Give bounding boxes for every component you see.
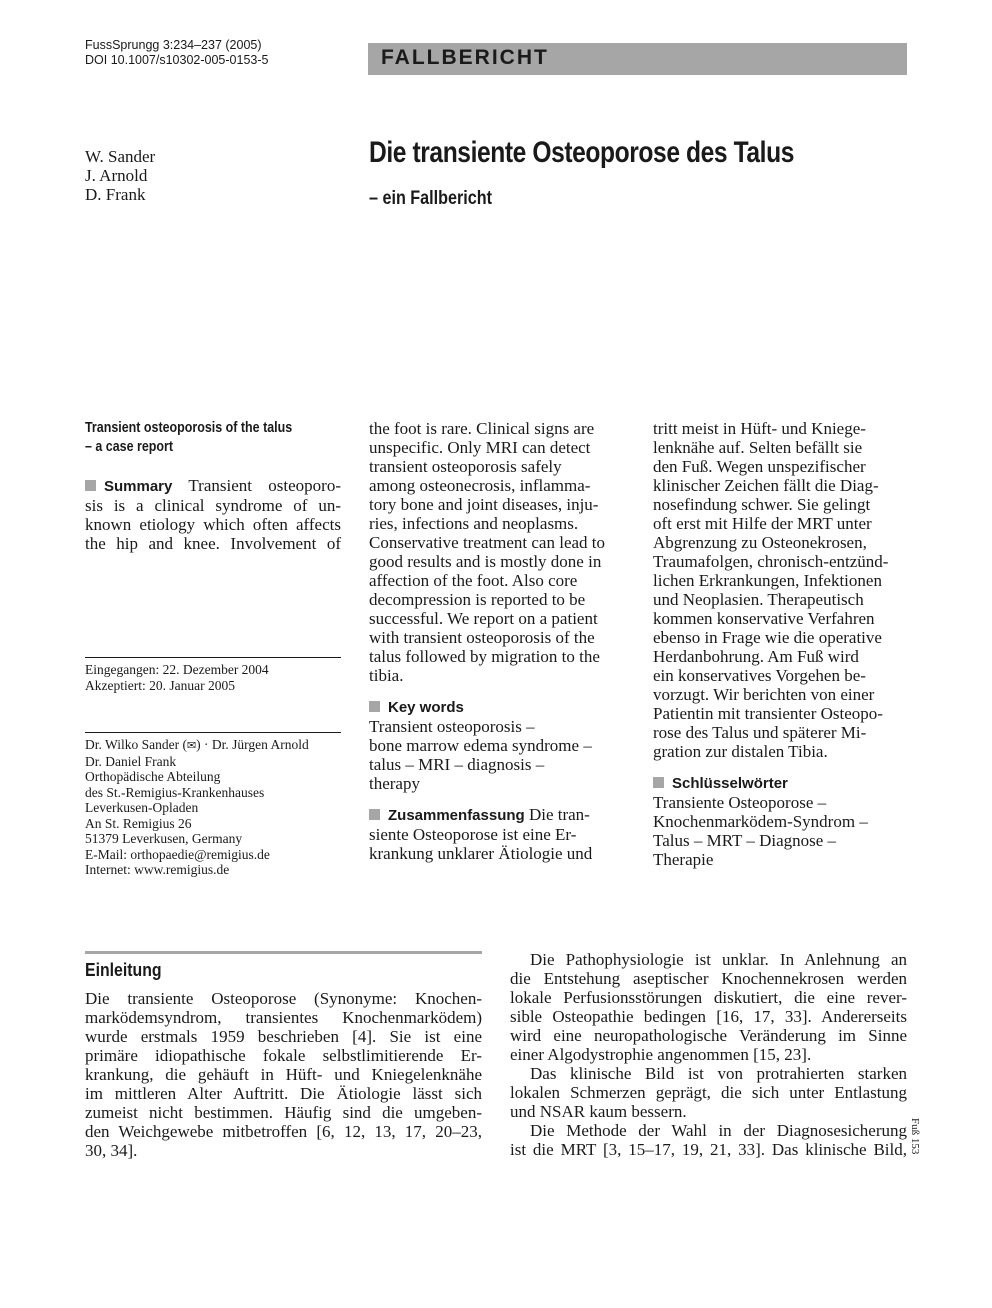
address-line: 51379 Leverkusen, Germany <box>85 831 243 846</box>
summary-line: successful. We report on a patient <box>369 609 598 628</box>
accepted-date: Akzeptiert: 20. Januar 2005 <box>85 677 235 693</box>
zusammenfassung-line: Traumafolgen, chronisch-entzünd- <box>653 552 889 571</box>
german-keywords-heading <box>653 773 909 793</box>
divider <box>85 732 341 733</box>
summary-line: with transient osteoporosis of the <box>369 628 595 647</box>
keyword-line: bone marrow edema syndrome – <box>369 736 592 755</box>
article-title: Die transiente Osteoporose des Talus <box>369 136 794 169</box>
zusammenfassung-line: gration zur distalen Tibia. <box>653 742 828 761</box>
einleitung-body <box>85 989 482 1160</box>
english-summary-continued <box>369 419 625 863</box>
zusammenfassung-line: lichen Erkrankungen, Infektionen <box>653 571 882 590</box>
body-line: wurde erstmals 1959 beschrieben [4]. Sie ist eine <box>85 1027 482 1046</box>
section-label: FALLBERICHT <box>381 46 549 69</box>
address-line: Orthopädische Abteilung <box>85 769 221 784</box>
zusammenfassung-line: Die tran- <box>528 805 590 824</box>
zusammenfassung-line: ein konservatives Vorgehen be- <box>653 666 866 685</box>
address-line: des St.-Remigius-Krankenhauses <box>85 784 265 800</box>
body-line: lokale Perfusionsstörungen diskutiert, die eine rever- <box>510 988 907 1007</box>
summary-line: unspecific. Only MRI can detect <box>369 438 591 457</box>
body-line: und NSAR kaum bessern. <box>510 1102 687 1121</box>
schluesselwoerter-label: Schlüsselwörter <box>672 775 788 792</box>
body-line: 30, 34]. <box>85 1141 138 1160</box>
zusammenfassung-line: Herdanbohrung. Am Fuß wird <box>653 647 859 666</box>
body-line: ist die MRT [3, 15–17, 19, 21, 33]. Das klinische Bild, <box>510 1140 907 1159</box>
summary-line: sis is a clinical syndrome of un- <box>85 496 341 515</box>
zusammenfassung-line: und Neoplasien. Therapeutisch <box>653 590 864 609</box>
keyword-line: Transiente Osteoporose – <box>653 793 827 812</box>
square-bullet-icon <box>369 809 380 820</box>
address-line: Dr. Daniel Frank <box>85 753 177 769</box>
body-line: im mittleren Alter Auftritt. Die Ätiologie lässt sich <box>85 1084 482 1103</box>
square-bullet-icon <box>85 480 96 491</box>
body-line: einer Algodystrophie angenommen [15, 23]. <box>510 1045 812 1064</box>
zusammenfassung-line: Abgrenzung zu Osteonekrosen, <box>653 533 867 552</box>
summary-line: good results and is mostly done in <box>369 552 602 571</box>
body-line: zumeist nicht bestimmen. Häufig sind die umgeben- <box>85 1103 482 1122</box>
english-title <box>85 419 305 457</box>
english-title-line: – a case report <box>85 439 174 455</box>
summary-line: tory bone and joint diseases, inju- <box>369 495 599 514</box>
body-line: die Entstehung aseptischer Knochennekrosen werden <box>510 969 907 988</box>
summary-line: tibia. <box>369 666 404 685</box>
summary-line: ries, infections and neoplasms. <box>369 514 579 533</box>
zusammenfassung-line: siente Osteoporose ist eine Er- <box>369 825 577 844</box>
keyword-line: Transient osteoporosis – <box>369 717 535 736</box>
keyword-line: Talus – MRT – Diagnose – <box>653 831 837 850</box>
zusammenfassung-line: den Fuß. Wegen unspezifischer <box>653 457 866 476</box>
body-line: Die transiente Osteoporose (Synonyme: Knochen- <box>85 989 482 1008</box>
keyword-line: talus – MRI – diagnosis – <box>369 755 545 774</box>
zusammenfassung-label: Zusammenfassung <box>388 807 525 824</box>
divider <box>85 657 341 658</box>
english-summary <box>85 476 341 553</box>
section-band <box>368 43 907 75</box>
body-line: sible Osteopathie bedingen [16, 17, 33]. Andererseits <box>510 1007 907 1026</box>
zusammenfassung-line: klinischer Zeichen fällt die Diag- <box>653 476 879 495</box>
zusammenfassung-line: Patientin mit transienter Osteopo- <box>653 704 883 723</box>
summary-line: the foot is rare. Clinical signs are <box>369 419 595 438</box>
correspondence-address <box>85 737 309 878</box>
summary-label: Summary <box>104 478 173 495</box>
summary-line: known etiology which often affects <box>85 515 341 534</box>
envelope-icon: ✉ <box>186 739 197 752</box>
body-line: den Weichgewebe mitbetroffen [6, 12, 13, 17, 20–23, <box>85 1122 482 1141</box>
email-link[interactable]: E-Mail: orthopaedie@remigius.de <box>85 846 270 862</box>
keyword-line: Therapie <box>653 850 714 869</box>
zusammenfassung-line: tritt meist in Hüft- und Kniege- <box>653 419 866 438</box>
zusammenfassung-line: rose des Talus und späterer Mi- <box>653 723 867 742</box>
summary-line: affection of the foot. Also core <box>369 571 578 590</box>
body-line: Die Methode der Wahl in der Diagnosesicherung <box>530 1121 907 1140</box>
journal-doi: DOI 10.1007/s10302-005-0153-5 <box>85 53 269 67</box>
keyword-line: therapy <box>369 774 420 793</box>
website-link[interactable]: Internet: www.remigius.de <box>85 862 230 877</box>
address-line: Leverkusen-Opladen <box>85 800 199 815</box>
summary-line: Conservative treatment can lead to <box>369 533 606 552</box>
keywords-label: Key words <box>388 699 464 716</box>
english-keywords-heading <box>369 697 625 717</box>
german-summary-continued <box>653 419 909 869</box>
keyword-line: Knochenmarködem-Syndrom – <box>653 812 868 831</box>
summary-line: Transient osteoporo- <box>188 476 341 495</box>
summary-line: transient osteoporosis safely <box>369 457 562 476</box>
address-text: Dr. Wilko Sander ( <box>85 737 187 752</box>
body-line: primäre idiopathische fokale selbstlimitierende Er- <box>85 1046 482 1065</box>
right-body <box>510 950 907 1159</box>
margin-page-note: Fuß 153 <box>909 1118 921 1155</box>
received-date: Eingegangen: 22. Dezember 2004 <box>85 662 269 677</box>
square-bullet-icon <box>369 701 380 712</box>
english-title-line: Transient osteoporosis of the talus <box>85 420 293 436</box>
body-line: Die Pathophysiologie ist unklar. In Anlehnung an <box>530 950 907 969</box>
english-abstract-block <box>85 419 341 553</box>
body-line: wird eine neuropathologische Veränderung im Sinne <box>510 1026 907 1045</box>
summary-line: the hip and knee. Involvement of <box>85 534 341 553</box>
article-subtitle: – ein Fallbericht <box>369 188 492 209</box>
zusammenfassung-line: nosefindung schwer. Sie gelingt <box>653 495 871 514</box>
summary-line: decompression is reported to be <box>369 590 586 609</box>
body-line: Das klinische Bild ist von protrahierten starken <box>530 1064 907 1083</box>
zusammenfassung-line: kommen konservative Verfahren <box>653 609 875 628</box>
body-line: marködemsyndrom, transientes Knochenmarködem) <box>85 1008 482 1027</box>
zusammenfassung-line: lenknähe auf. Selten befällt sie <box>653 438 863 457</box>
square-bullet-icon <box>653 777 664 788</box>
author: W. Sander <box>85 147 156 166</box>
zusammenfassung-line: krankung unklarer Ätiologie und <box>369 844 593 863</box>
zusammenfassung-line: oft erst mit Hilfe der MRT unter <box>653 514 872 533</box>
body-line: krankung, die gehäuft in Hüft- und Kniegelenknähe <box>85 1065 482 1084</box>
einleitung-heading: Einleitung <box>85 960 162 980</box>
summary-line: among osteonecrosis, inflamma- <box>369 476 591 495</box>
summary-line: talus followed by migration to the <box>369 647 600 666</box>
section-rule <box>85 951 482 954</box>
author: J. Arnold <box>85 166 148 185</box>
address-line: An St. Remigius 26 <box>85 815 192 831</box>
address-text: ) · Dr. Jürgen Arnold <box>196 737 309 752</box>
journal-citation-block <box>85 38 268 68</box>
author: D. Frank <box>85 185 146 204</box>
zusammenfassung-line: vorzugt. Wir berichten von einer <box>653 685 875 704</box>
journal-citation: FussSprungg 3:234–237 (2005) <box>85 38 262 52</box>
body-line: lokalen Schmerzen geprägt, die sich unter Entlastung <box>510 1083 907 1102</box>
dates-block <box>85 662 269 693</box>
zusammenfassung-line: ebenso in Frage wie die operative <box>653 628 882 647</box>
author-list <box>85 147 155 204</box>
